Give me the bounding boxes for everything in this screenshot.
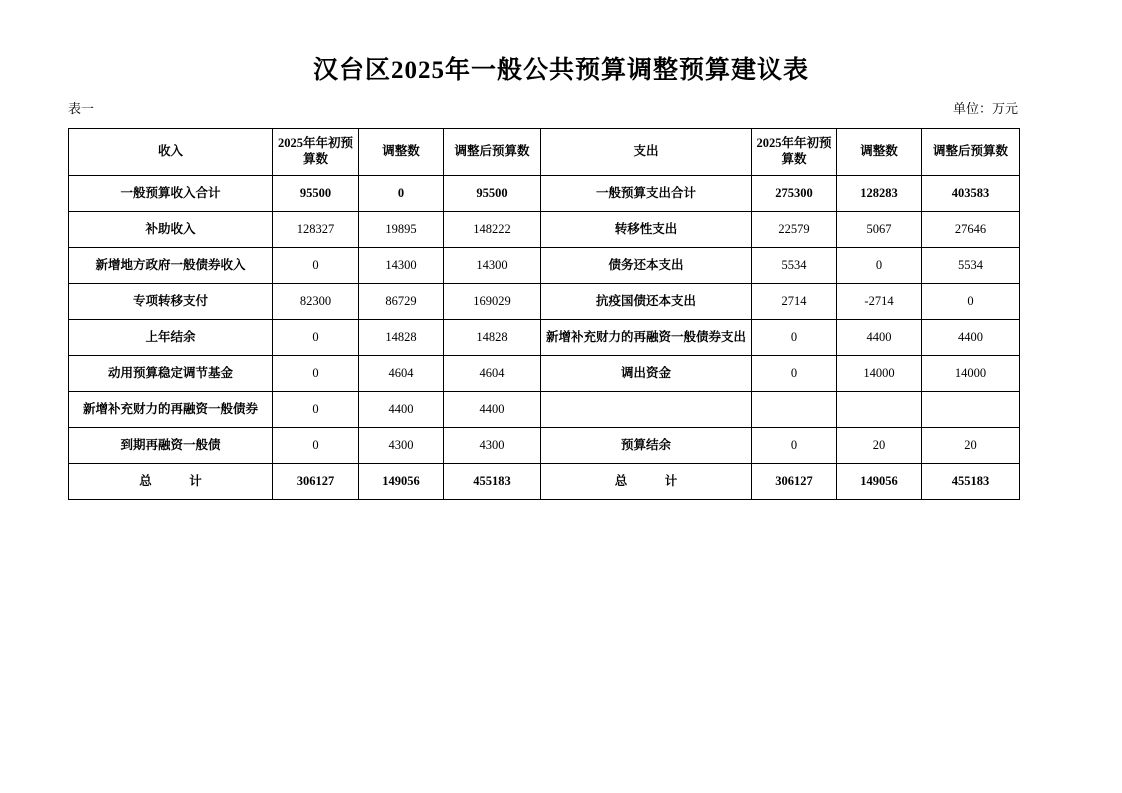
expense-adjust: 14000 [837, 356, 922, 392]
expense-initial: 0 [752, 428, 837, 464]
income-initial: 306127 [273, 464, 359, 500]
table-row [69, 248, 1020, 284]
income-after: 455183 [444, 464, 541, 500]
income-item: 上年结余 [69, 320, 273, 356]
header-expense-after: 调整后预算数 [922, 129, 1020, 176]
expense-after: 14000 [922, 356, 1020, 392]
income-after: 4400 [444, 392, 541, 428]
income-initial: 0 [273, 356, 359, 392]
expense-adjust: 0 [837, 248, 922, 284]
table-row [69, 212, 1020, 248]
expense-initial: 0 [752, 356, 837, 392]
header-income-adjust: 调整数 [359, 129, 444, 176]
header-income: 收入 [69, 129, 273, 176]
income-adjust: 4604 [359, 356, 444, 392]
expense-initial: 0 [752, 320, 837, 356]
expense-after [922, 392, 1020, 428]
header-income-after: 调整后预算数 [444, 129, 541, 176]
table-row [69, 428, 1020, 464]
income-after: 14828 [444, 320, 541, 356]
expense-adjust: 128283 [837, 176, 922, 212]
income-initial: 0 [273, 248, 359, 284]
expense-item: 转移性支出 [541, 212, 752, 248]
expense-item: 债务还本支出 [541, 248, 752, 284]
income-initial: 0 [273, 320, 359, 356]
table-label: 表一 [68, 101, 95, 116]
income-item: 专项转移支付 [69, 284, 273, 320]
unit-label: 单位：万元 [952, 101, 1018, 116]
income-adjust: 149056 [359, 464, 444, 500]
income-item: 总 计 [69, 464, 273, 500]
table-row [69, 176, 1020, 212]
expense-after: 5534 [922, 248, 1020, 284]
income-after: 4300 [444, 428, 541, 464]
page-title: 汉台区2025年一般公共预算调整预算建议表 [312, 57, 809, 84]
expense-after: 0 [922, 284, 1020, 320]
expense-after: 20 [922, 428, 1020, 464]
income-adjust: 14300 [359, 248, 444, 284]
budget-table [68, 128, 1020, 500]
income-item: 补助收入 [69, 212, 273, 248]
expense-item: 一般预算支出合计 [541, 176, 752, 212]
income-item: 新增地方政府一般债券收入 [69, 248, 273, 284]
income-adjust: 86729 [359, 284, 444, 320]
income-adjust: 14828 [359, 320, 444, 356]
table-row [69, 320, 1020, 356]
expense-item: 预算结余 [541, 428, 752, 464]
income-initial: 128327 [273, 212, 359, 248]
expense-item: 总 计 [541, 464, 752, 500]
expense-item [541, 392, 752, 428]
table-header-row [69, 129, 1020, 176]
table-row [69, 284, 1020, 320]
income-initial: 82300 [273, 284, 359, 320]
income-initial: 0 [273, 428, 359, 464]
expense-item: 新增补充财力的再融资一般债券支出 [541, 320, 752, 356]
expense-adjust: 149056 [837, 464, 922, 500]
expense-initial [752, 392, 837, 428]
expense-after: 455183 [922, 464, 1020, 500]
header-expense-adjust: 调整数 [837, 129, 922, 176]
income-after: 95500 [444, 176, 541, 212]
expense-initial: 2714 [752, 284, 837, 320]
expense-item: 抗疫国债还本支出 [541, 284, 752, 320]
income-after: 169029 [444, 284, 541, 320]
expense-item: 调出资金 [541, 356, 752, 392]
header-income-initial: 2025年年初预算数 [273, 129, 359, 176]
expense-initial: 306127 [752, 464, 837, 500]
expense-adjust: -2714 [837, 284, 922, 320]
income-adjust: 4300 [359, 428, 444, 464]
income-initial: 0 [273, 392, 359, 428]
expense-adjust: 4400 [837, 320, 922, 356]
income-adjust: 0 [359, 176, 444, 212]
expense-adjust: 5067 [837, 212, 922, 248]
income-after: 4604 [444, 356, 541, 392]
income-initial: 95500 [273, 176, 359, 212]
income-after: 148222 [444, 212, 541, 248]
table-meta-row [68, 98, 1018, 117]
expense-after: 4400 [922, 320, 1020, 356]
expense-after: 403583 [922, 176, 1020, 212]
income-item: 一般预算收入合计 [69, 176, 273, 212]
expense-initial: 5534 [752, 248, 837, 284]
expense-adjust [837, 392, 922, 428]
expense-adjust: 20 [837, 428, 922, 464]
income-item: 动用预算稳定调节基金 [69, 356, 273, 392]
table-total-row [69, 464, 1020, 500]
expense-after: 27646 [922, 212, 1020, 248]
income-adjust: 19895 [359, 212, 444, 248]
expense-initial: 275300 [752, 176, 837, 212]
income-item: 到期再融资一般债 [69, 428, 273, 464]
expense-initial: 22579 [752, 212, 837, 248]
table-row [69, 392, 1020, 428]
header-expense: 支出 [541, 129, 752, 176]
income-item: 新增补充财力的再融资一般债券 [69, 392, 273, 428]
income-adjust: 4400 [359, 392, 444, 428]
table-row [69, 356, 1020, 392]
header-expense-initial: 2025年年初预算数 [752, 129, 837, 176]
income-after: 14300 [444, 248, 541, 284]
